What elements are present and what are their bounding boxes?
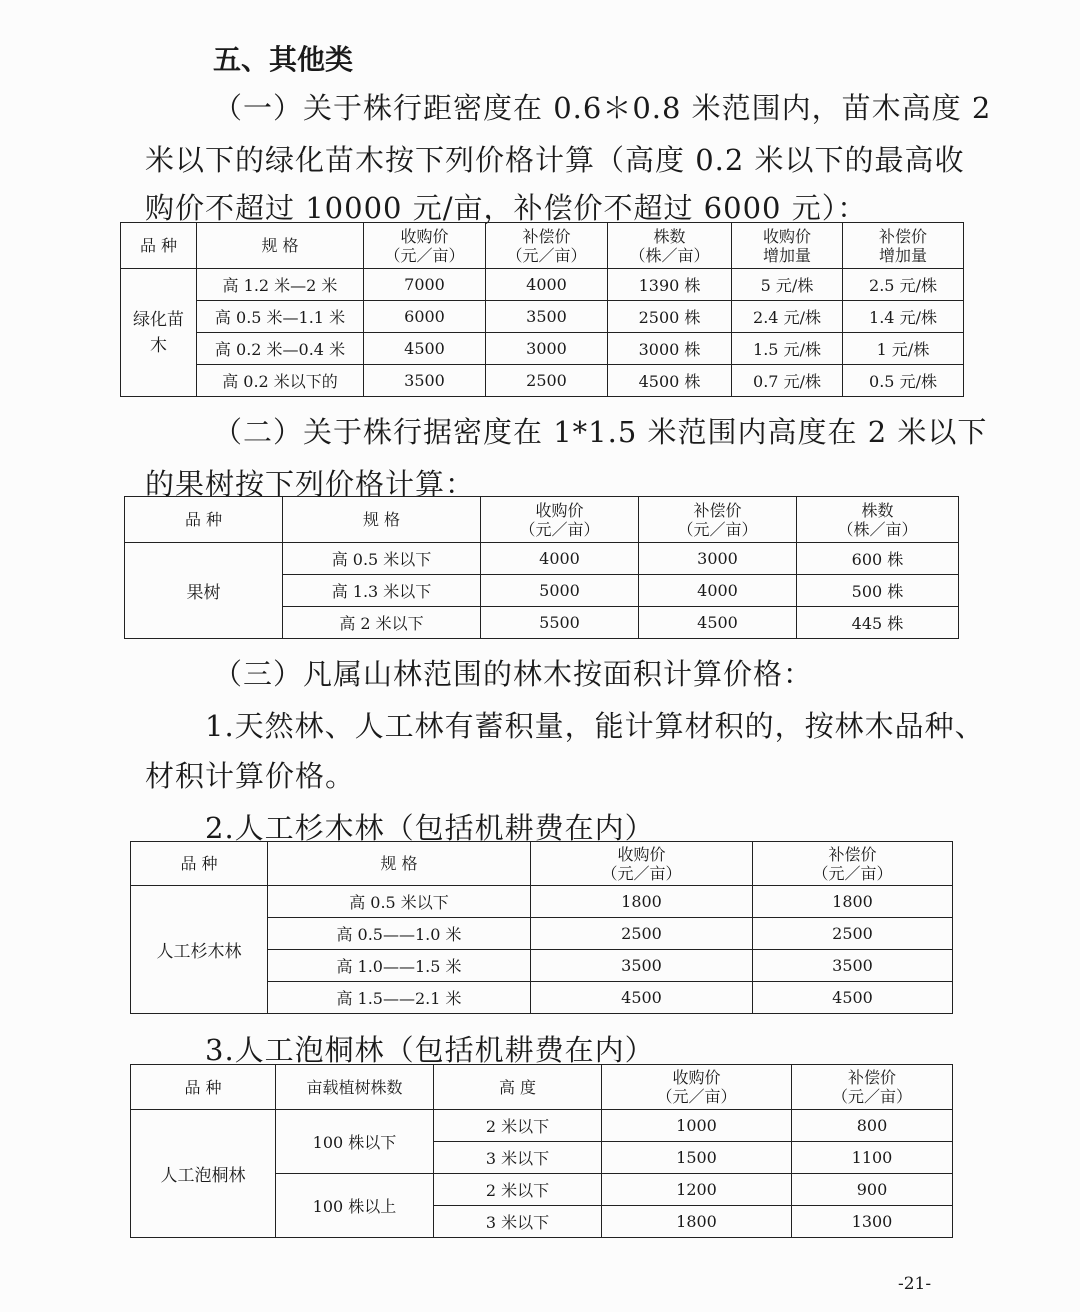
table-cell: 2500 <box>753 918 953 950</box>
para2-line1: （二）关于株行据密度在 1*1.5 米范围内高度在 2 米以下 <box>213 415 988 449</box>
table-cell: 高 0.2 米—0.4 米 <box>197 333 364 365</box>
table-cell: 1.5 元/株 <box>732 333 843 365</box>
para2-line2: 的果树按下列价格计算： <box>145 467 476 501</box>
table-cell: 0.7 元/株 <box>732 365 843 397</box>
table-green-seedlings <box>120 222 964 397</box>
table-cell: 3000 <box>486 333 608 365</box>
table-cell: 1500 <box>602 1142 792 1174</box>
table-cell: 高 0.5 米—1.1 米 <box>197 301 364 333</box>
table-cell: 高 1.0——1.5 米 <box>268 950 531 982</box>
table-cell: 2500 株 <box>608 301 732 333</box>
table-cell: 高 0.2 米以下的 <box>197 365 364 397</box>
table-cell: 3500 <box>753 950 953 982</box>
table-cell: 1.4 元/株 <box>843 301 964 333</box>
header-cell: 补偿价 （元／亩） <box>486 223 608 269</box>
header-cell: 补偿价 （元／亩） <box>753 842 953 886</box>
table-cell: 600 株 <box>797 543 959 575</box>
table-cell: 1800 <box>753 886 953 918</box>
table-cell: 4000 <box>486 269 608 301</box>
table-cell: 高 0.5 米以下 <box>283 543 481 575</box>
table-cell: 3000 <box>639 543 797 575</box>
header-cell: 株数 （株／亩） <box>608 223 732 269</box>
group-cell: 100 株以上 <box>276 1174 434 1238</box>
header-cell: 收购价 （元／亩） <box>531 842 753 886</box>
para6: 3.人工泡桐林（包括机耕费在内） <box>205 1033 655 1067</box>
table-cell: 3500 <box>531 950 753 982</box>
header-cell: 品 种 <box>131 842 268 886</box>
para1-line3: 购价不超过 10000 元/亩，补偿价不超过 6000 元）： <box>145 191 868 225</box>
table-cell: 2.4 元/株 <box>732 301 843 333</box>
category-cell: 人工杉木林 <box>131 886 268 1014</box>
table-cell: 7000 <box>364 269 486 301</box>
table-fir-forest <box>130 841 953 1014</box>
header-cell: 高 度 <box>434 1065 602 1110</box>
table-cell: 3 米以下 <box>434 1206 602 1238</box>
header-cell: 收购价 增加量 <box>732 223 843 269</box>
table-cell: 5500 <box>481 607 639 639</box>
header-cell: 补偿价 增加量 <box>843 223 964 269</box>
header-cell: 亩载植树株数 <box>276 1065 434 1110</box>
table-cell: 高 1.2 米—2 米 <box>197 269 364 301</box>
table-cell: 高 2 米以下 <box>283 607 481 639</box>
table-fruit-trees <box>124 496 959 639</box>
table-cell: 5 元/株 <box>732 269 843 301</box>
table-cell: 445 株 <box>797 607 959 639</box>
header-cell: 株数 （株／亩） <box>797 497 959 543</box>
table-cell: 高 0.5——1.0 米 <box>268 918 531 950</box>
header-cell: 品 种 <box>125 497 283 543</box>
header-cell: 品 种 <box>131 1065 276 1110</box>
table-cell: 2500 <box>531 918 753 950</box>
table-cell: 1200 <box>602 1174 792 1206</box>
table-paulownia-forest <box>130 1064 953 1238</box>
header-cell: 规 格 <box>268 842 531 886</box>
table-cell: 4000 <box>639 575 797 607</box>
category-cell: 果树 <box>125 543 283 639</box>
table-cell: 500 株 <box>797 575 959 607</box>
table-cell: 800 <box>792 1110 953 1142</box>
table-cell: 2 米以下 <box>434 1174 602 1206</box>
header-cell: 补偿价 （元／亩） <box>792 1065 953 1110</box>
category-cell: 绿化苗 木 <box>121 269 197 397</box>
table-cell: 4500 <box>639 607 797 639</box>
table-cell: 900 <box>792 1174 953 1206</box>
header-cell: 品 种 <box>121 223 197 269</box>
para5: 2.人工杉木林（包括机耕费在内） <box>205 811 655 845</box>
table-cell: 1 元/株 <box>843 333 964 365</box>
table-cell: 1300 <box>792 1206 953 1238</box>
table-cell: 2.5 元/株 <box>843 269 964 301</box>
header-cell: 收购价 （元／亩） <box>602 1065 792 1110</box>
para1-line1: （一）关于株行距密度在 0.6＊0.8 米范围内，苗木高度 2 <box>213 91 992 125</box>
table-cell: 4500 <box>753 982 953 1014</box>
table-cell: 1800 <box>531 886 753 918</box>
table-cell: 4000 <box>481 543 639 575</box>
table-cell: 3 米以下 <box>434 1142 602 1174</box>
table-cell: 1100 <box>792 1142 953 1174</box>
header-cell: 规 格 <box>197 223 364 269</box>
table-cell: 1390 株 <box>608 269 732 301</box>
table-cell: 3000 株 <box>608 333 732 365</box>
group-cell: 100 株以下 <box>276 1110 434 1174</box>
table-cell: 4500 <box>364 333 486 365</box>
table-cell: 3500 <box>486 301 608 333</box>
para3: （三）凡属山林范围的林木按面积计算价格： <box>213 657 814 691</box>
para1-line2: 米以下的绿化苗木按下列价格计算（高度 0.2 米以下的最高收 <box>145 143 965 177</box>
section-title: 五、其他类 <box>213 43 354 76</box>
table-cell: 高 1.3 米以下 <box>283 575 481 607</box>
header-cell: 收购价 （元／亩） <box>364 223 486 269</box>
header-cell: 补偿价 （元／亩） <box>639 497 797 543</box>
category-cell: 人工泡桐林 <box>131 1110 276 1238</box>
table-cell: 0.5 元/株 <box>843 365 964 397</box>
table-cell: 1000 <box>602 1110 792 1142</box>
table-cell: 6000 <box>364 301 486 333</box>
table-cell: 1800 <box>602 1206 792 1238</box>
table-cell: 4500 株 <box>608 365 732 397</box>
table-cell: 高 1.5——2.1 米 <box>268 982 531 1014</box>
table-cell: 2 米以下 <box>434 1110 602 1142</box>
para4-line1: 1.天然林、人工林有蓄积量，能计算材积的，按林木品种、 <box>205 709 985 743</box>
table-cell: 2500 <box>486 365 608 397</box>
table-cell: 5000 <box>481 575 639 607</box>
header-cell: 规 格 <box>283 497 481 543</box>
header-cell: 收购价 （元／亩） <box>481 497 639 543</box>
page-number: -21- <box>898 1274 932 1294</box>
para4-line2: 材积计算价格。 <box>145 759 356 793</box>
table-cell: 4500 <box>531 982 753 1014</box>
table-cell: 高 0.5 米以下 <box>268 886 531 918</box>
table-cell: 3500 <box>364 365 486 397</box>
